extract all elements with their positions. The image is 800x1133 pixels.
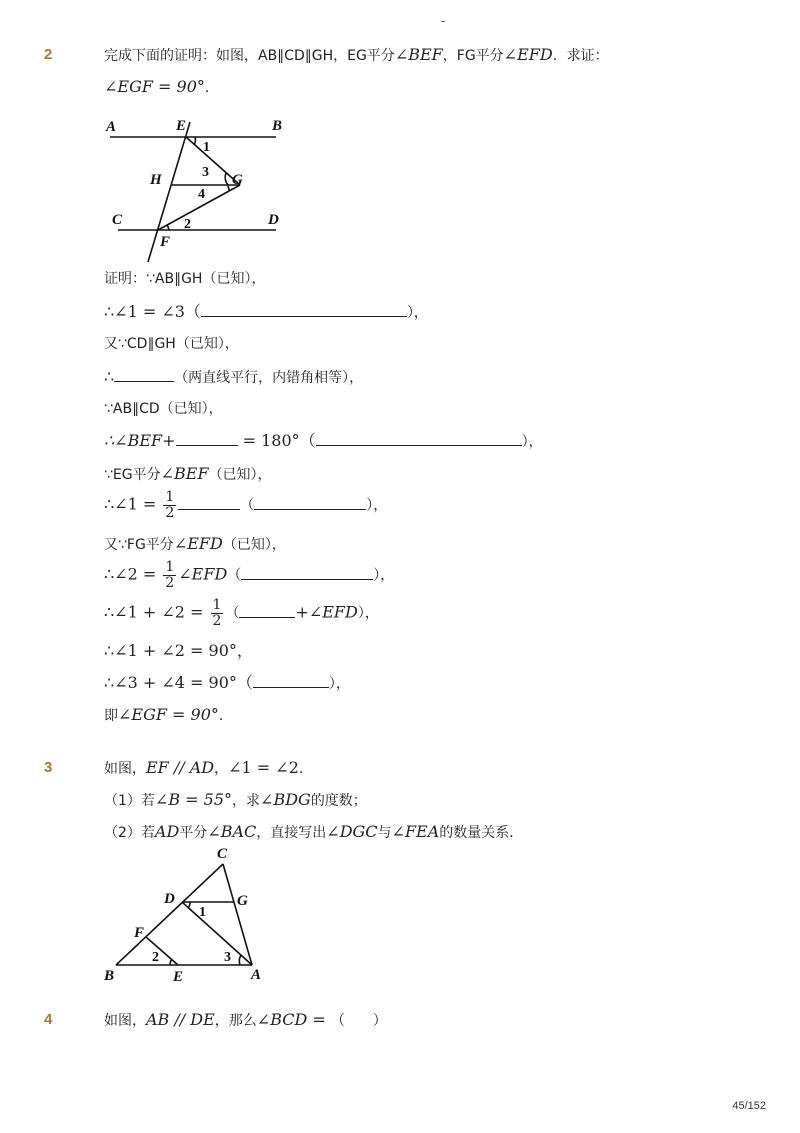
proof-line-6-b: = 180°（ [237, 431, 316, 450]
label-b: B [104, 968, 115, 984]
answer-blank[interactable] [178, 495, 240, 510]
q4-stem-m: AB // DE [146, 1010, 215, 1029]
proof-line-7 [104, 464, 272, 485]
answer-blank[interactable] [241, 565, 373, 580]
q2-stem-angle-efd: ∠EFD [503, 45, 553, 64]
label-g: G [237, 893, 248, 909]
proof-line-13-a: ∴∠3 + ∠4 = 90°（ [104, 673, 253, 692]
proof-line-11 [104, 598, 379, 629]
q3-stem-m: EF // AD [146, 758, 215, 777]
proof-line-13 [104, 673, 350, 694]
q3-stem-a: 如图， [104, 761, 146, 777]
proof-line-11-c: +∠EFD [295, 602, 358, 622]
proof-line-10-angle: ∠EFD [178, 564, 228, 584]
q3-p1-m2: ∠BDG [260, 790, 311, 809]
q3-p1-a: （1）若 [104, 793, 155, 809]
label-e: E [176, 118, 187, 134]
label-d: D [164, 891, 175, 907]
q4-stem-b: ，那么 [214, 1013, 257, 1029]
label-b: B [272, 118, 283, 134]
proof-line-9-angle: ∠EFD [173, 534, 223, 553]
label-f: F [134, 925, 145, 941]
q3-p2-a: （2）若 [104, 825, 155, 841]
label-f: F [160, 234, 171, 250]
header-mark: - [441, 14, 446, 28]
proof-line-9 [104, 534, 286, 555]
q2-stem-text-c: ．求证： [552, 48, 609, 64]
page-number: 45/152 [732, 1100, 766, 1112]
angle-mark-1 [188, 902, 190, 908]
proof-line-9-b: （已知）， [222, 537, 286, 553]
q3-stem-b: ， [214, 761, 229, 777]
proof-line-10-d: ）， [373, 567, 395, 584]
label-d: D [268, 212, 279, 228]
answer-blank[interactable] [316, 431, 522, 446]
proof-line-14 [104, 705, 233, 726]
label-h: H [150, 172, 162, 188]
proof-line-4-a: ∴ [104, 367, 115, 386]
q3-p2-m: AD [154, 822, 180, 841]
angle-label-3: 3 [202, 165, 209, 180]
proof-line-8-a: ∴∠1 = [104, 494, 162, 514]
proof-line-7-b: （已知）， [208, 467, 272, 483]
q2-figure [100, 112, 300, 264]
proof-line-14-a: 即 [104, 708, 118, 724]
proof-line-11-b: （ [225, 605, 240, 622]
angle-mark-1 [194, 137, 195, 145]
label-a: A [106, 119, 117, 135]
question-number-2: 2 [44, 46, 53, 63]
q2-stem-angle-bef: ∠BEF [394, 45, 443, 64]
angle-mark-3 [239, 955, 241, 965]
proof-line-10-a: ∴∠2 = [104, 564, 162, 584]
proof-line-6-c: ）， [521, 434, 543, 450]
angle-label-2: 2 [184, 217, 191, 232]
q3-stem-m2: ∠1 = ∠2 [228, 758, 299, 777]
answer-blank[interactable] [239, 603, 295, 618]
q2-goal-end: ． [204, 80, 219, 96]
q3-p2-d: 与 [377, 825, 392, 841]
proof-line-1: 证明：∵AB∥GH（已知）， [104, 271, 266, 287]
label-c: C [217, 846, 228, 862]
q4-stem [104, 1010, 387, 1031]
proof-line-6-a: ∴∠BEF+ [104, 431, 176, 450]
question-number-3: 3 [44, 759, 53, 776]
proof-line-13-b: ）， [328, 676, 350, 692]
q3-p2-c: ，直接写出 [256, 825, 327, 841]
q3-stem-c: ． [298, 761, 313, 777]
fraction-half [163, 490, 176, 521]
q3-p2-m3: ∠DGC [326, 822, 378, 841]
fraction-denominator: 2 [212, 613, 222, 629]
q3-p1-c: 的度数； [310, 793, 367, 809]
proof-line-12-text: ∴∠1 + ∠2 = 90°， [104, 641, 253, 660]
fraction-denominator: 2 [165, 575, 175, 591]
label-g: G [232, 172, 243, 188]
proof-line-11-d: ）， [357, 605, 379, 622]
angle-label-1: 1 [199, 905, 206, 920]
q3-p2-e: 的数量关系． [439, 825, 524, 841]
proof-line-7-angle: ∠BEF [160, 464, 209, 483]
fraction-numerator: 1 [212, 597, 222, 613]
fraction-denominator: 2 [165, 505, 175, 521]
proof-line-6 [104, 431, 543, 452]
label-c: C [112, 212, 123, 228]
proof-line-8-b: （ [240, 497, 255, 514]
q3-p2-m4: ∠FEA [391, 822, 440, 841]
proof-line-8 [104, 490, 387, 521]
question-number-4: 4 [44, 1011, 53, 1028]
angle-label-4: 4 [198, 187, 205, 202]
answer-blank[interactable] [176, 431, 238, 446]
q3-figure [100, 842, 270, 987]
angle-mark-2 [170, 959, 172, 965]
angle-mark-4 [228, 185, 230, 191]
proof-line-4 [104, 367, 363, 388]
fraction-numerator: 1 [165, 559, 175, 575]
answer-blank[interactable] [254, 495, 366, 510]
proof-line-14-c: ． [218, 708, 233, 724]
proof-line-10-c: （ [227, 567, 242, 584]
q3-stem [104, 758, 313, 779]
q2-stem-text-b: ，FG平分 [442, 48, 504, 64]
q3-p1-m: ∠B = 55° [154, 790, 233, 809]
q2-stem-text-a: 完成下面的证明：如图，AB∥CD∥GH，EG平分 [104, 48, 395, 64]
proof-line-11-a: ∴∠1 + ∠2 = [104, 602, 209, 622]
proof-line-7-a: ∵EG平分 [104, 467, 161, 483]
proof-line-8-c: ）， [366, 497, 388, 514]
proof-line-2-b: ）， [406, 305, 428, 321]
q2-stem-line1 [104, 45, 609, 66]
fraction-half [163, 560, 176, 591]
angle-label-3: 3 [224, 950, 231, 965]
answer-blank[interactable] [114, 367, 174, 382]
q3-part-1 [104, 790, 367, 811]
q3-p2-m2: ∠BAC [207, 822, 257, 841]
proof-line-4-b: （两直线平行，内错角相等）， [174, 370, 364, 386]
answer-blank[interactable] [253, 673, 329, 688]
proof-line-5: ∵AB∥CD（已知）， [104, 401, 223, 417]
fraction-half [211, 598, 224, 629]
proof-line-2 [104, 302, 428, 323]
q2-stem-line2 [104, 77, 219, 98]
fraction-numerator: 1 [165, 489, 175, 505]
proof-line-10 [104, 560, 394, 591]
q4-stem-c: （ ） [330, 1013, 387, 1029]
label-e: E [173, 969, 184, 985]
proof-line-3: 又∵CD∥GH（已知）， [104, 336, 239, 352]
answer-blank[interactable] [201, 302, 407, 317]
line-fe [146, 937, 178, 965]
label-a: A [251, 967, 262, 983]
proof-line-9-a: 又∵FG平分 [104, 537, 174, 553]
proof-line-14-angle: ∠EGF = 90° [118, 705, 219, 724]
q3-p1-b: ，求 [232, 793, 261, 809]
angle-label-1: 1 [203, 140, 210, 155]
line-bc [116, 864, 223, 965]
q2-goal: ∠EGF = 90° [104, 77, 205, 96]
q4-stem-a: 如图， [104, 1013, 146, 1029]
proof-line-12 [104, 641, 253, 662]
q4-stem-m2: ∠BCD = [256, 1010, 331, 1029]
angle-label-2: 2 [152, 950, 159, 965]
q3-part-2 [104, 822, 523, 843]
proof-line-2-a: ∴∠1 = ∠3（ [104, 302, 201, 321]
q3-p2-b: 平分 [179, 825, 208, 841]
